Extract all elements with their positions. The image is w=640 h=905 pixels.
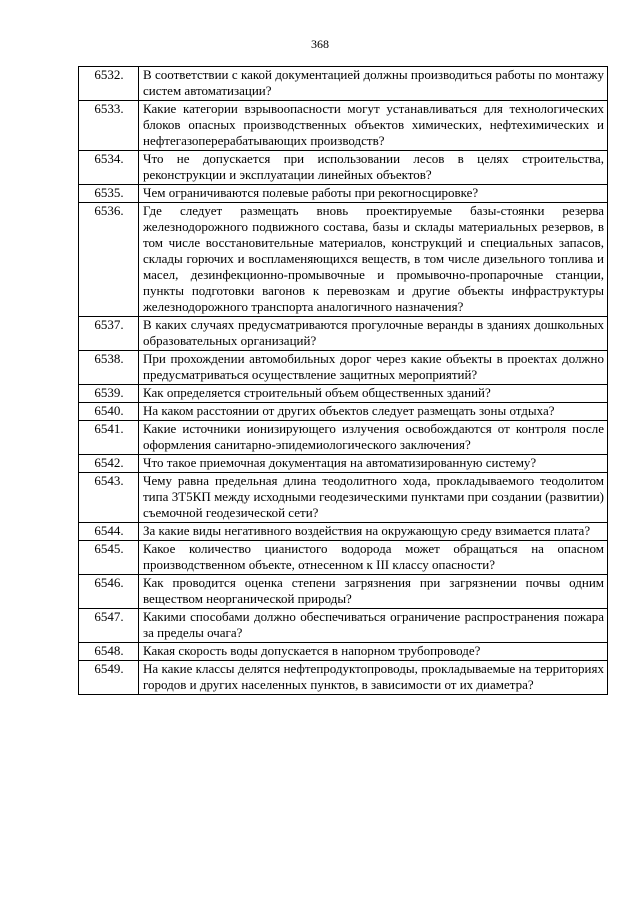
question-number: 6542. (79, 455, 139, 473)
question-text: В каких случаях предусматриваются прогулочные веранды в зданиях дошкольных образовательных организаций? (139, 317, 608, 351)
question-number: 6539. (79, 385, 139, 403)
question-number: 6549. (79, 661, 139, 695)
table-row (79, 317, 608, 351)
table-row (79, 541, 608, 575)
table-row (79, 403, 608, 421)
table-row (79, 385, 608, 403)
page-number: 368 (311, 37, 329, 51)
table-row (79, 455, 608, 473)
table-row (79, 661, 608, 695)
questions-table (78, 66, 608, 695)
question-number: 6543. (79, 473, 139, 523)
question-number: 6547. (79, 609, 139, 643)
question-text: За какие виды негативного воздействия на окружающую среду взимается плата? (139, 523, 608, 541)
question-text: Что не допускается при использовании лесов в целях строительства, реконструкции и эксплуатации линейных объектов? (139, 151, 608, 185)
question-text: Как проводится оценка степени загрязнения при загрязнении почвы одним веществом неорганической природы? (139, 575, 608, 609)
table-row (79, 609, 608, 643)
table-row (79, 101, 608, 151)
question-number: 6548. (79, 643, 139, 661)
question-text: На каком расстоянии от других объектов следует размещать зоны отдыха? (139, 403, 608, 421)
question-number: 6534. (79, 151, 139, 185)
question-text: Где следует размещать вновь проектируемые базы-стоянки резерва железнодорожного подвижного состава, базы и склады материальных резервов, в том числе восстановительные материалов, конструкций и специальных запасов, склады горючих и воспламеняющихся веществ, в том числе дизельного топлива и масел, дезинфекционно-промывочные и промывочно-пропарочные станции, пункты подготовки вагонов к перевозкам и другие объекты инфраструктуры железнодорожного транспорта аналогичного назначения? (139, 203, 608, 317)
question-text: Какое количество цианистого водорода может обращаться на опасном производственном объекте, отнесенном к III классу опасности? (139, 541, 608, 575)
table-row (79, 473, 608, 523)
question-text: Какая скорость воды допускается в напорном трубопроводе? (139, 643, 608, 661)
question-text: Какие категории взрывоопасности могут устанавливаться для технологических блоков опасных производственных объектов химических, нефтехимических и нефтегазоперерабатывающих производств? (139, 101, 608, 151)
question-text: На какие классы делятся нефтепродуктопроводы, прокладываемые на территориях городов и других населенных пунктов, в зависимости от их диаметра? (139, 661, 608, 695)
question-number: 6545. (79, 541, 139, 575)
question-number: 6540. (79, 403, 139, 421)
question-text: Чему равна предельная длина теодолитного хода, прокладываемого теодолитом типа 3Т5КП между исходными геодезическими пунктами при создании (развитии) съемочной геодезической сети? (139, 473, 608, 523)
questions-table-body (79, 67, 608, 695)
question-number: 6535. (79, 185, 139, 203)
table-row (79, 67, 608, 101)
table-row (79, 203, 608, 317)
table-row (79, 523, 608, 541)
question-number: 6532. (79, 67, 139, 101)
question-number: 6537. (79, 317, 139, 351)
table-row (79, 151, 608, 185)
question-number: 6538. (79, 351, 139, 385)
question-text: В соответствии с какой документацией должны производиться работы по монтажу систем автоматизации? (139, 67, 608, 101)
question-text: Какие источники ионизирующего излучения освобождаются от контроля после оформления санитарно-эпидемиологического заключения? (139, 421, 608, 455)
table-row (79, 575, 608, 609)
question-text: Какими способами должно обеспечиваться ограничение распространения пожара за пределы очага? (139, 609, 608, 643)
question-number: 6533. (79, 101, 139, 151)
table-row (79, 351, 608, 385)
question-text: Как определяется строительный объем общественных зданий? (139, 385, 608, 403)
question-text: Что такое приемочная документация на автоматизированную систему? (139, 455, 608, 473)
question-text: При прохождении автомобильных дорог через какие объекты в проектах должно предусматриваться осуществление защитных мероприятий? (139, 351, 608, 385)
question-number: 6546. (79, 575, 139, 609)
table-row (79, 421, 608, 455)
table-row (79, 643, 608, 661)
question-number: 6544. (79, 523, 139, 541)
question-text: Чем ограничиваются полевые работы при рекогносцировке? (139, 185, 608, 203)
question-number: 6541. (79, 421, 139, 455)
table-row (79, 185, 608, 203)
question-number: 6536. (79, 203, 139, 317)
